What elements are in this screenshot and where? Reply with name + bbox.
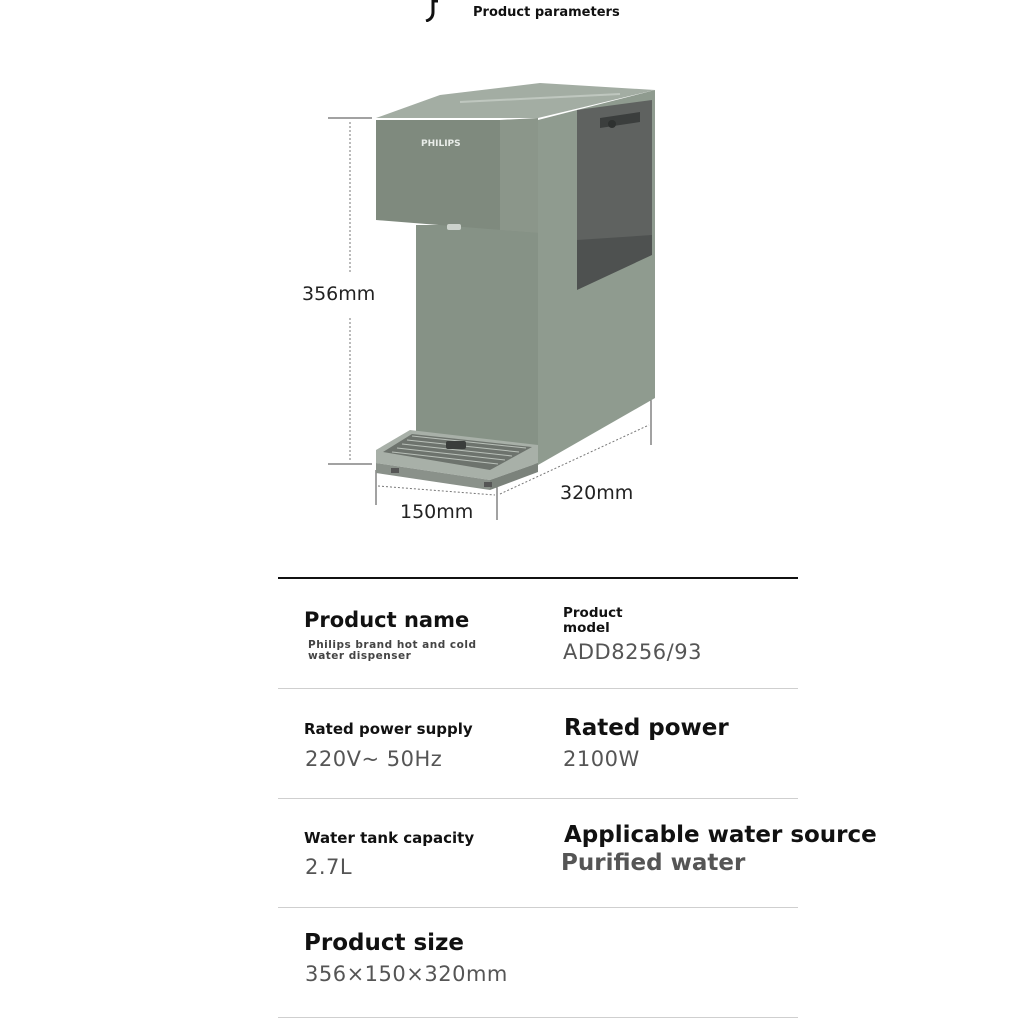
table-divider bbox=[278, 688, 798, 689]
product-name-label: Product name bbox=[304, 608, 470, 632]
height-dimension-label: 356mm bbox=[302, 283, 376, 305]
product-model-value: ADD8256/93 bbox=[563, 640, 702, 664]
rated-power-supply-value: 220V~ 50Hz bbox=[305, 747, 443, 771]
depth-dimension-label: 320mm bbox=[560, 482, 634, 504]
product-size-label: Product size bbox=[304, 930, 465, 956]
applicable-water-source-value: Purified water bbox=[561, 850, 746, 876]
product-size-value: 356×150×320mm bbox=[305, 962, 508, 986]
brand-logo: PHILIPS bbox=[421, 139, 461, 149]
water-tank-capacity-label: Water tank capacity bbox=[304, 829, 475, 847]
width-dimension-label: 150mm bbox=[400, 501, 474, 523]
product-name-value: Philips brand hot and cold water dispenser bbox=[308, 639, 477, 662]
table-divider bbox=[278, 907, 798, 908]
water-tank-capacity-value: 2.7L bbox=[305, 855, 353, 879]
product-model-label: Product model bbox=[563, 605, 623, 636]
header-bracket-icon bbox=[424, 0, 440, 22]
rated-power-value: 2100W bbox=[563, 747, 640, 771]
rated-power-supply-label: Rated power supply bbox=[304, 720, 473, 738]
page-title: Product parameters bbox=[473, 5, 620, 20]
rated-power-label: Rated power bbox=[564, 715, 729, 741]
table-divider bbox=[278, 1017, 798, 1018]
table-divider bbox=[278, 798, 798, 799]
applicable-water-source-label: Applicable water source bbox=[564, 822, 877, 848]
table-top-rule bbox=[278, 577, 798, 579]
